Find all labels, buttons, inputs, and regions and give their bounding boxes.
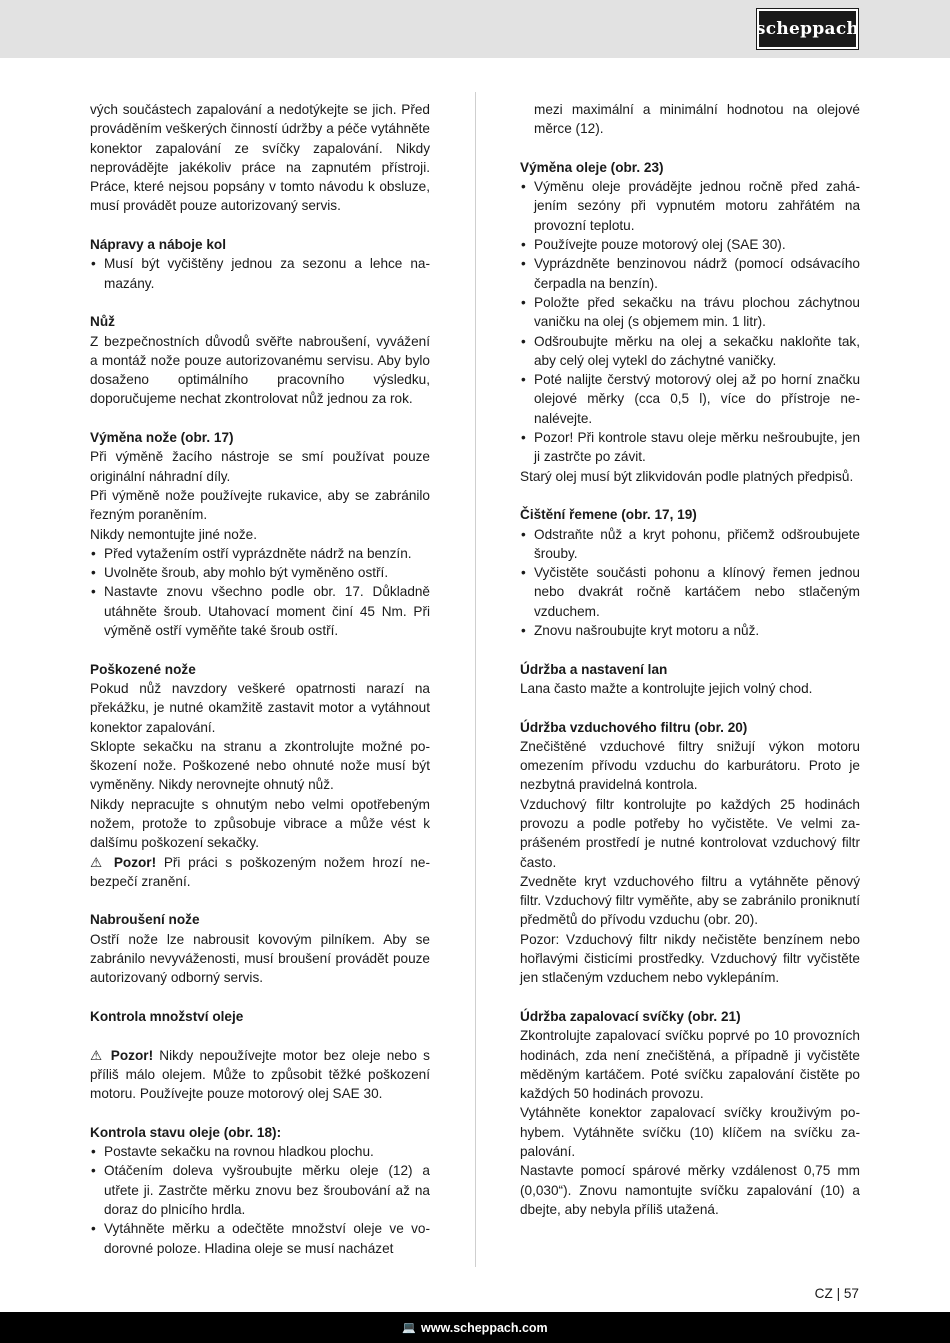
section-title-remen: Čištění řemene (obr. 17, 19) — [520, 507, 697, 523]
warning-text: Nikdy nepoužívejte motor bez oleje nebo s příliš málo olejem. Může to způsobit těžké poškození motoru. Používejte pouze motorový olej SAE 30. — [90, 1047, 430, 1102]
list-remen — [520, 525, 860, 641]
paragraph: Ostří nože lze nabrousit kovovým pilníkem. Aby se zabránilo nevyváženosti, musí broušení provádět pouze autorizovaný odborný servis. — [90, 931, 430, 986]
list-item: • Položte před sekačku na trávu plochou záchytnou vaničku na olej (s objemem min. 1 litr). — [520, 293, 860, 332]
section-title-filtr: Údržba vzduchového filtru (obr. 20) — [520, 719, 748, 735]
list-item: • Znovu našroubujte kryt motoru a nůž. — [520, 621, 860, 640]
footer-url[interactable]: www.scheppach.com — [421, 1320, 548, 1335]
paragraph: Vytáhněte konektor zapalovací svíčky krouživým pohybem. Vytáhněte svíčku (10) klíčem na svíčku zapalování. — [520, 1105, 860, 1160]
section-title-stav-oleje: Kontrola stavu oleje (obr. 18): — [90, 1124, 282, 1140]
warning-label: ⚠ Pozor! — [90, 1047, 154, 1063]
left-column — [90, 100, 430, 1258]
paragraph: Nikdy nemontujte jiné nože. — [90, 526, 257, 542]
section-title-nabrouseni: Nabroušení nože — [90, 912, 200, 928]
paragraph: Pokud nůž navzdory veškeré opatrnosti narazí na překážku, je nutné okamžitě zastavit motor a vytáhnout konektor zapalování. — [90, 680, 430, 735]
list-stav-oleje — [90, 1142, 430, 1258]
section-title-vymena-oleje: Výměna oleje (obr. 23) — [520, 159, 664, 175]
list-item: • Postavte sekačku na rovnou hladkou plochu. — [90, 1142, 430, 1161]
paragraph: Při výměně žacího nástroje se smí používat pouze originální náhradní díly. — [90, 449, 430, 484]
section-title-poskozene: Poškozené nože — [90, 661, 196, 677]
paragraph: Znečištěné vzduchové filtry snižují výkon motoru omezením přívodu vzduchu do karburátoru. Proto je nezbytná pravidelná kontrola. — [520, 738, 860, 793]
list-item: • Nastavte znovu všechno podle obr. 17. Důkladně utáhněte šroub. Utahovací moment činí 45 Nm. Při výměně ostří vyměňte také šroub ostří. — [90, 582, 430, 640]
list-vymena-oleje — [520, 177, 860, 466]
brand-logo: scheppach — [757, 9, 858, 49]
warning-label: ⚠ Pozor! — [90, 854, 157, 870]
list-item: • Poté nalijte čerstvý motorový olej až po horní značku olejové měrky (cca 0,5 l), více do přístroje nenalévejte. — [520, 370, 860, 428]
warning-paragraph — [90, 853, 430, 892]
list-item: • Pozor! Při kontrole stavu oleje měrku nešroubujte, jen ji zastrčte po závit. — [520, 428, 860, 467]
list-item: • Vyprázdněte benzinovou nádrž (pomocí odsávacího čerpadla na benzín). — [520, 254, 860, 293]
paragraph: Vzduchový filtr kontrolujte po každých 25 hodinách provozu a podle potřeby ho vyčistěte. Ve velmi zaprášeném prostředí je nutné kontrolovat vzduchový filtr často. — [520, 796, 860, 870]
section-title-svicka: Údržba zapalovací svíčky (obr. 21) — [520, 1008, 741, 1024]
computer-icon: 💻 — [402, 1322, 417, 1334]
list-item: • Před vytažením ostří vyprázdněte nádrž na benzín. — [90, 544, 430, 563]
list-item: • Vyčistěte součásti pohonu a klínový řemen jednou nebo dvakrát ročně kartáčem nebo stlačeným vzduchem. — [520, 563, 860, 621]
section-title-nuz: Nůž — [90, 314, 115, 330]
paragraph: Starý olej musí být zlikvidován podle platných předpisů. — [520, 468, 854, 484]
continued-paragraph: mezi maximální a minimální hodnotou na olejové měrce (12). — [534, 102, 860, 137]
section-title-lan: Údržba a nastavení lan — [520, 661, 668, 677]
list-item: • Odšroubujte měrku na olej a sekačku nakloňte tak, aby celý olej vytekl do záchytné vaničky. — [520, 332, 860, 371]
warning-paragraph — [90, 1046, 430, 1104]
list-napravy — [90, 254, 430, 293]
warning-text: Při práci s poškozeným nožem hrozí nebezpečí zranění. — [90, 854, 430, 889]
paragraph: Nastavte pomocí spárové měrky vzdálenost 0,75 mm (0,030“). Znovu namontujte svíčku zapalování (10) a dbejte, aby nebyla příliš utažená. — [520, 1163, 860, 1217]
list-item: • Vytáhněte měrku a odečtěte množství oleje ve vodorovné poloze. Hladina oleje se musí nacházet — [90, 1219, 430, 1258]
list-item: • Musí být vyčištěny jednou za sezonu a lehce namazány. — [90, 254, 430, 293]
right-column — [520, 100, 860, 1219]
paragraph: Zvedněte kryt vzduchového filtru a vytáhněte pěnový filtr. Vzduchový filtr vyměňte, aby se zabránilo proniknutí předmětů do přívodu vzduchu (obr. 20). — [520, 873, 860, 928]
paragraph: Zkontrolujte zapalovací svíčku poprvé po 10 provozních hodinách, zda není znečištěná, a případně ji vyčistěte měděným kartáčem. Poté svíčku zapalování čistěte po každých 50 hodinách provozu. — [520, 1028, 860, 1102]
paragraph: Pozor: Vzduchový filtr nikdy nečistěte benzínem nebo hořlavými čisticími prostředky. Vzduchový filtr vyčistěte jen stlačeným vzduchem nebo vyklepáním. — [520, 931, 860, 986]
paragraph: Při výměně nože používejte rukavice, aby se zabránilo řezným poraněním. — [90, 487, 430, 523]
column-divider — [475, 92, 476, 1267]
intro-paragraph: vých součástech zapalování a nedotýkejte se jich. Před prováděním veškerých činností údržby a péče vytáhněte konektor zapalování ze svíčky zapalování. Nikdy neprovádějte jakékoliv práce na zapnutém přístroji. Práce, které nejsou popsány v tomto návodu k obsluze, musí provádět pouze autorizovaný servis. — [90, 102, 430, 214]
list-item: • Používejte pouze motorový olej (SAE 30). — [520, 235, 860, 254]
page-number: CZ | 57 — [814, 1286, 859, 1301]
paragraph: Nikdy nepracujte s ohnutým nebo velmi opotřebeným nožem, protože to způsobuje vibrace a může vést k dalšímu poškození sekačky. — [90, 796, 430, 851]
section-title-vymena-noze: Výměna nože (obr. 17) — [90, 430, 234, 446]
section-title-mnozstvi-oleje: Kontrola množství oleje — [90, 1008, 244, 1024]
list-item: • Uvolněte šroub, aby mohlo být vyměněno ostří. — [90, 563, 430, 582]
paragraph: Sklopte sekačku na stranu a zkontrolujte možné poškození nože. Poškozené nebo ohnuté nože musí být vyměněny. Nikdy nerovnejte ohnutý nůž. — [90, 738, 430, 793]
list-item: • Výměnu oleje provádějte jednou ročně před zahájením sezóny při vypnutém motoru zahřátém na provozní teplotu. — [520, 177, 860, 235]
section-title-napravy: Nápravy a náboje kol — [90, 237, 226, 253]
list-item: • Odstraňte nůž a kryt pohonu, přičemž odšroubujete šrouby. — [520, 525, 860, 564]
list-item: • Otáčením doleva vyšroubujte měrku oleje (12) a utřete ji. Zastrčte měrku znovu bez šroubování až na doraz do plnicího hrdla. — [90, 1161, 430, 1219]
paragraph-nuz: Z bezpečnostních důvodů svěřte nabroušení, vyvážení a montáž nože pouze autorizovanému servisu. Aby bylo dosaženo optimálního pracovního výsledku, doporučujeme nechat zkontrolovat nůž jednou za rok. — [90, 333, 430, 407]
paragraph: Lana často mažte a kontrolujte jejich volný chod. — [520, 680, 813, 696]
list-vymena-noze — [90, 544, 430, 640]
header-bar — [0, 0, 950, 58]
footer-bar — [0, 1312, 950, 1343]
